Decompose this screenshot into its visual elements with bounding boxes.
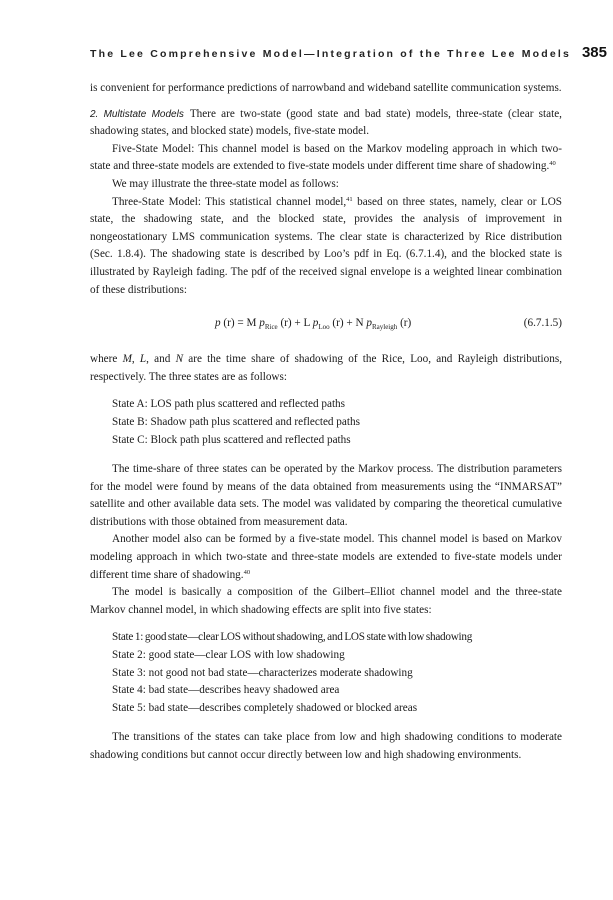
footnote-ref: 40 — [243, 568, 251, 576]
paragraph-text: There are two-state (good state and bad state) models, three-state (clear state, shadowing states, and blocked state) models, five-state model. — [90, 107, 562, 138]
list-item: State C: Block path plus scattered and reflected paths — [112, 433, 351, 446]
running-header — [90, 44, 607, 61]
paragraph-another-model — [90, 531, 562, 584]
footnote-ref: 40 — [549, 160, 556, 168]
paragraph-text: Another model also can be formed by a five-state model. This channel model is based on Markov modeling approach in which two-state and three-state models are extended to five-state models under different time share of shadowing. — [90, 533, 562, 581]
list-item: State B: Shadow path plus scattered and reflected paths — [112, 415, 360, 428]
paragraph-illustrate: We may illustrate the three-state model as follows: — [112, 177, 339, 190]
paragraph-multistate-models — [90, 106, 562, 141]
paragraph-text: based on three states, namely, clear or LOS state, the shadowing state, and the blocked state, provides the analysis of improvement in nongeostationary LMS communication systems. The clear state is characterized by Rice distribution (Sec. 1.8.4). The shadowing state is described by Loo’s pdf in Eq. (6.7.1.4), and the blocked state is illustrated by Rayleigh fading. The pdf of the received signal envelope is a weighted linear combination of these distributions: — [90, 195, 563, 296]
running-title: The Lee Comprehensive Model—Integration of the Three Lee Models — [90, 48, 572, 60]
paragraph-composition: The model is basically a composition of the Gilbert–Elliot channel model and the three-state Markov channel model, in which shadowing effects are split into five states: — [90, 586, 562, 616]
body-text — [90, 80, 562, 765]
list-item: State 5: bad state—describes completely shadowed or blocked areas — [112, 701, 418, 714]
equation-number: (6.7.1.5) — [523, 317, 562, 330]
footnote-ref: 41 — [346, 195, 353, 203]
paragraph-text: Three-State Model: This statistical channel model, — [112, 195, 347, 208]
list-item: State A: LOS path plus scattered and reflected paths — [112, 398, 346, 411]
paragraph-where: where M, L, and N are the time share of shadowing of the Rice, Loo, and Rayleigh distributions, respectively. The three states are as follows: — [90, 353, 562, 383]
three-state-list — [112, 396, 562, 449]
list-item: State 3: not good not bad state—characterizes moderate shadowing — [112, 666, 413, 679]
equation-body: p (r) = M $p_{Rice}$ (r) + L $p_{Loo}$ (r) + N $p_{Rayleigh}$ (r) — [215, 317, 412, 332]
paragraph-text: Five-State Model: This channel model is based on the Markov modeling approach in which two-state and three-state models are extended to five-state models under different time share of shadowing. — [90, 142, 562, 173]
equation — [90, 313, 562, 339]
paragraph-continuation: is convenient for performance predictions of narrowband and wideband satellite communication systems. — [90, 82, 562, 94]
paragraph-time-share: The time-share of three states can be operated by the Markov process. The distribution parameters for the model were found by means of the data obtained from measurements using the “INMARSAT” satellite and other available data sets. The model was validated by comparing the theoretical cumulative distributions with those obtained from measurement data. — [90, 463, 562, 528]
section-label: 2. Multistate Models — [90, 108, 184, 120]
paragraph-three-state-model — [90, 194, 562, 300]
list-item: State 2: good state—clear LOS with low shadowing — [112, 649, 345, 662]
list-item: State 1: good state—clear LOS without shadowing, and LOS state with low shadowing — [112, 631, 473, 644]
page-number: 385 — [581, 44, 607, 61]
paragraph-transitions: The transitions of the states can take place from low and high shadowing conditions to moderate shadowing conditions but cannot occur directly between low and high shadowing environments. — [90, 731, 562, 761]
five-state-list — [112, 629, 562, 717]
paragraph-five-state-model — [90, 141, 562, 176]
list-item: State 4: bad state—describes heavy shadowed area — [112, 684, 340, 697]
